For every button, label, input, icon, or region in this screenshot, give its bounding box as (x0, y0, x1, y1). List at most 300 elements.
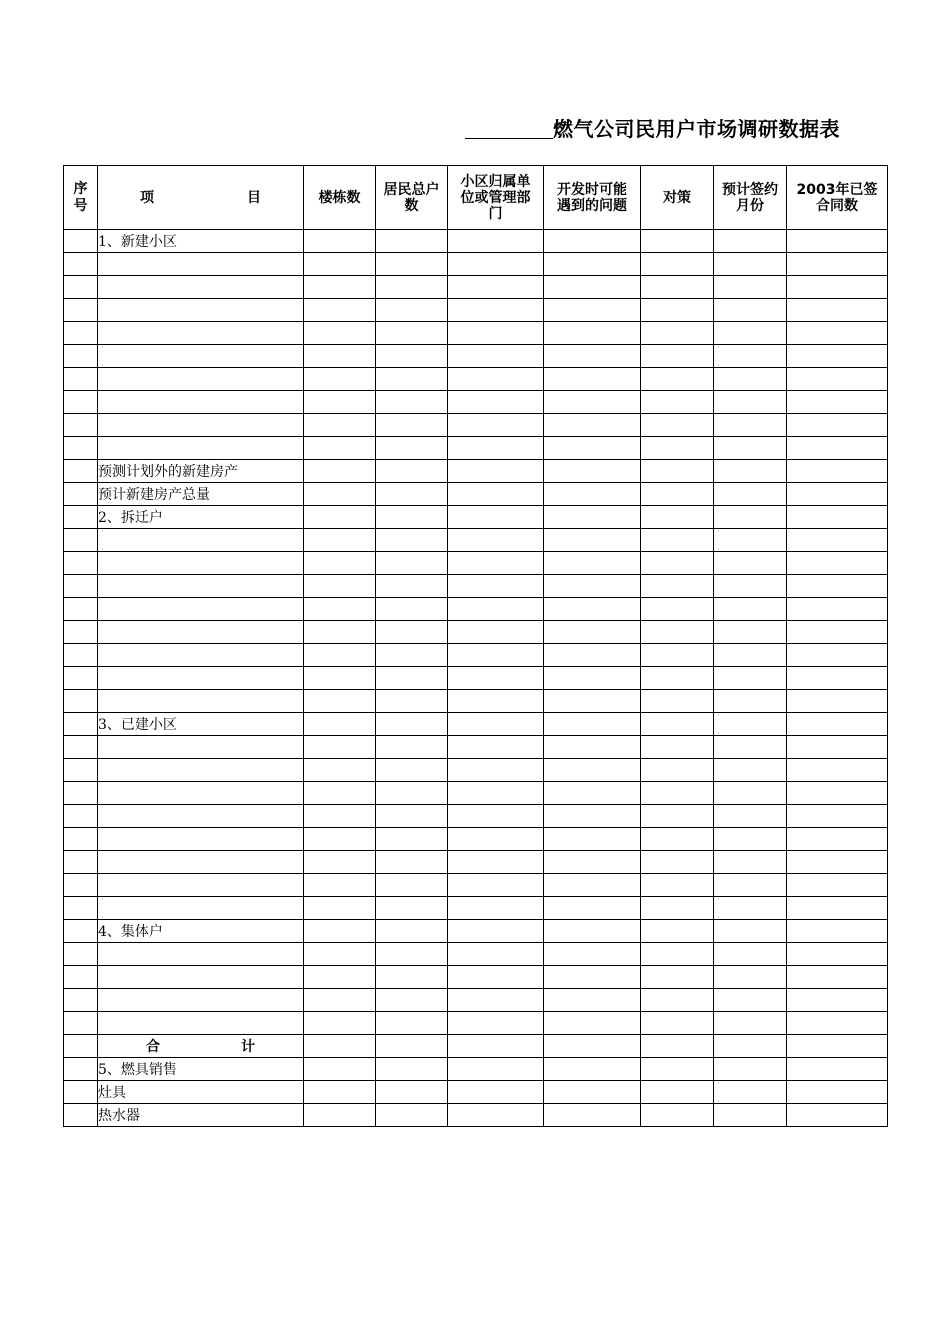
cell-contracts-2003[interactable] (787, 644, 888, 667)
cell-sign-month[interactable] (714, 460, 787, 483)
cell-households[interactable] (376, 276, 448, 299)
cell-problems[interactable] (544, 1081, 641, 1104)
cell-countermeasure[interactable] (641, 391, 714, 414)
cell-problems[interactable] (544, 805, 641, 828)
cell-contracts-2003[interactable] (787, 897, 888, 920)
cell-sign-month[interactable] (714, 253, 787, 276)
cell-item[interactable] (98, 529, 304, 552)
cell-buildings[interactable] (304, 759, 376, 782)
cell-management[interactable] (448, 621, 544, 644)
cell-sign-month[interactable] (714, 966, 787, 989)
cell-buildings[interactable] (304, 851, 376, 874)
cell-item[interactable] (98, 598, 304, 621)
cell-households[interactable] (376, 230, 448, 253)
cell-households[interactable] (376, 736, 448, 759)
cell-contracts-2003[interactable] (787, 920, 888, 943)
cell-problems[interactable] (544, 644, 641, 667)
cell-sign-month[interactable] (714, 920, 787, 943)
cell-countermeasure[interactable] (641, 1012, 714, 1035)
cell-item[interactable] (98, 368, 304, 391)
cell-management[interactable] (448, 782, 544, 805)
cell-seq[interactable] (64, 690, 98, 713)
cell-seq[interactable] (64, 1012, 98, 1035)
cell-countermeasure[interactable] (641, 1104, 714, 1127)
cell-problems[interactable] (544, 736, 641, 759)
cell-sign-month[interactable] (714, 782, 787, 805)
cell-buildings[interactable] (304, 621, 376, 644)
cell-buildings[interactable] (304, 368, 376, 391)
cell-sign-month[interactable] (714, 1058, 787, 1081)
cell-contracts-2003[interactable] (787, 276, 888, 299)
cell-contracts-2003[interactable] (787, 575, 888, 598)
cell-contracts-2003[interactable] (787, 667, 888, 690)
cell-management[interactable] (448, 575, 544, 598)
cell-households[interactable] (376, 690, 448, 713)
cell-item[interactable] (98, 943, 304, 966)
cell-sign-month[interactable] (714, 414, 787, 437)
cell-buildings[interactable] (304, 736, 376, 759)
cell-item[interactable] (98, 782, 304, 805)
cell-sign-month[interactable] (714, 621, 787, 644)
cell-buildings[interactable] (304, 690, 376, 713)
cell-item[interactable]: 2、拆迁户 (98, 506, 304, 529)
cell-households[interactable] (376, 621, 448, 644)
cell-countermeasure[interactable] (641, 805, 714, 828)
cell-problems[interactable] (544, 874, 641, 897)
cell-problems[interactable] (544, 828, 641, 851)
cell-contracts-2003[interactable] (787, 874, 888, 897)
cell-countermeasure[interactable] (641, 690, 714, 713)
cell-sign-month[interactable] (714, 230, 787, 253)
cell-sign-month[interactable] (714, 1012, 787, 1035)
cell-buildings[interactable] (304, 667, 376, 690)
cell-seq[interactable] (64, 598, 98, 621)
cell-households[interactable] (376, 897, 448, 920)
cell-countermeasure[interactable] (641, 460, 714, 483)
cell-seq[interactable] (64, 1081, 98, 1104)
cell-buildings[interactable] (304, 391, 376, 414)
cell-buildings[interactable] (304, 460, 376, 483)
cell-sign-month[interactable] (714, 529, 787, 552)
cell-contracts-2003[interactable] (787, 966, 888, 989)
cell-seq[interactable] (64, 506, 98, 529)
cell-buildings[interactable] (304, 943, 376, 966)
cell-item[interactable]: 1、新建小区 (98, 230, 304, 253)
cell-problems[interactable] (544, 552, 641, 575)
cell-countermeasure[interactable] (641, 966, 714, 989)
cell-seq[interactable] (64, 943, 98, 966)
cell-management[interactable] (448, 506, 544, 529)
cell-buildings[interactable] (304, 897, 376, 920)
cell-buildings[interactable] (304, 299, 376, 322)
cell-buildings[interactable] (304, 552, 376, 575)
cell-item[interactable] (98, 299, 304, 322)
cell-management[interactable] (448, 529, 544, 552)
cell-countermeasure[interactable] (641, 897, 714, 920)
cell-sign-month[interactable] (714, 874, 787, 897)
cell-management[interactable] (448, 1104, 544, 1127)
cell-problems[interactable] (544, 667, 641, 690)
cell-buildings[interactable] (304, 1104, 376, 1127)
cell-households[interactable] (376, 943, 448, 966)
cell-sign-month[interactable] (714, 644, 787, 667)
cell-management[interactable] (448, 690, 544, 713)
cell-item[interactable] (98, 621, 304, 644)
cell-households[interactable] (376, 989, 448, 1012)
cell-problems[interactable] (544, 575, 641, 598)
cell-contracts-2003[interactable] (787, 1104, 888, 1127)
cell-households[interactable] (376, 966, 448, 989)
cell-seq[interactable] (64, 230, 98, 253)
cell-item[interactable] (98, 391, 304, 414)
cell-item[interactable] (98, 805, 304, 828)
cell-sign-month[interactable] (714, 391, 787, 414)
cell-item[interactable] (98, 966, 304, 989)
cell-management[interactable] (448, 667, 544, 690)
cell-management[interactable] (448, 391, 544, 414)
cell-countermeasure[interactable] (641, 759, 714, 782)
cell-problems[interactable] (544, 322, 641, 345)
cell-problems[interactable] (544, 1012, 641, 1035)
cell-management[interactable] (448, 805, 544, 828)
cell-buildings[interactable] (304, 483, 376, 506)
cell-problems[interactable] (544, 782, 641, 805)
cell-households[interactable] (376, 713, 448, 736)
cell-problems[interactable] (544, 345, 641, 368)
cell-item[interactable] (98, 736, 304, 759)
cell-countermeasure[interactable] (641, 943, 714, 966)
cell-item[interactable]: 预测计划外的新建房产 (98, 460, 304, 483)
cell-management[interactable] (448, 483, 544, 506)
cell-seq[interactable] (64, 1058, 98, 1081)
cell-management[interactable] (448, 437, 544, 460)
cell-management[interactable] (448, 460, 544, 483)
cell-households[interactable] (376, 414, 448, 437)
cell-management[interactable] (448, 644, 544, 667)
cell-buildings[interactable] (304, 230, 376, 253)
cell-sign-month[interactable] (714, 736, 787, 759)
cell-contracts-2003[interactable] (787, 1081, 888, 1104)
cell-seq[interactable] (64, 874, 98, 897)
cell-sign-month[interactable] (714, 322, 787, 345)
cell-sign-month[interactable] (714, 368, 787, 391)
cell-households[interactable] (376, 1012, 448, 1035)
cell-seq[interactable] (64, 368, 98, 391)
cell-management[interactable] (448, 989, 544, 1012)
cell-buildings[interactable] (304, 345, 376, 368)
cell-item[interactable] (98, 1012, 304, 1035)
cell-problems[interactable] (544, 897, 641, 920)
cell-sign-month[interactable] (714, 552, 787, 575)
cell-item[interactable] (98, 575, 304, 598)
cell-item[interactable] (98, 759, 304, 782)
cell-contracts-2003[interactable] (787, 552, 888, 575)
cell-seq[interactable] (64, 736, 98, 759)
cell-households[interactable] (376, 1104, 448, 1127)
cell-contracts-2003[interactable] (787, 529, 888, 552)
cell-contracts-2003[interactable] (787, 736, 888, 759)
cell-management[interactable] (448, 253, 544, 276)
cell-contracts-2003[interactable] (787, 713, 888, 736)
cell-problems[interactable] (544, 506, 641, 529)
cell-countermeasure[interactable] (641, 621, 714, 644)
cell-sign-month[interactable] (714, 828, 787, 851)
cell-contracts-2003[interactable] (787, 483, 888, 506)
cell-sign-month[interactable] (714, 345, 787, 368)
cell-contracts-2003[interactable] (787, 943, 888, 966)
cell-countermeasure[interactable] (641, 874, 714, 897)
cell-buildings[interactable] (304, 322, 376, 345)
cell-sign-month[interactable] (714, 805, 787, 828)
cell-countermeasure[interactable] (641, 368, 714, 391)
cell-households[interactable] (376, 1081, 448, 1104)
cell-buildings[interactable] (304, 414, 376, 437)
cell-management[interactable] (448, 828, 544, 851)
cell-management[interactable] (448, 851, 544, 874)
cell-management[interactable] (448, 1035, 544, 1058)
cell-seq[interactable] (64, 920, 98, 943)
cell-item[interactable] (98, 322, 304, 345)
cell-seq[interactable] (64, 253, 98, 276)
cell-sign-month[interactable] (714, 897, 787, 920)
cell-management[interactable] (448, 874, 544, 897)
cell-sign-month[interactable] (714, 851, 787, 874)
cell-management[interactable] (448, 345, 544, 368)
cell-households[interactable] (376, 575, 448, 598)
cell-buildings[interactable] (304, 713, 376, 736)
cell-countermeasure[interactable] (641, 1058, 714, 1081)
cell-seq[interactable] (64, 989, 98, 1012)
cell-buildings[interactable] (304, 644, 376, 667)
cell-buildings[interactable] (304, 1012, 376, 1035)
cell-contracts-2003[interactable] (787, 1058, 888, 1081)
cell-management[interactable] (448, 1012, 544, 1035)
cell-buildings[interactable] (304, 828, 376, 851)
cell-management[interactable] (448, 414, 544, 437)
cell-sign-month[interactable] (714, 1081, 787, 1104)
cell-contracts-2003[interactable] (787, 782, 888, 805)
cell-households[interactable] (376, 1035, 448, 1058)
cell-management[interactable] (448, 552, 544, 575)
cell-buildings[interactable] (304, 920, 376, 943)
cell-households[interactable] (376, 828, 448, 851)
cell-item[interactable] (98, 897, 304, 920)
cell-seq[interactable] (64, 851, 98, 874)
cell-seq[interactable] (64, 414, 98, 437)
cell-countermeasure[interactable] (641, 920, 714, 943)
cell-management[interactable] (448, 598, 544, 621)
cell-buildings[interactable] (304, 276, 376, 299)
cell-item[interactable]: 4、集体户 (98, 920, 304, 943)
cell-contracts-2003[interactable] (787, 621, 888, 644)
cell-households[interactable] (376, 391, 448, 414)
cell-households[interactable] (376, 483, 448, 506)
cell-seq[interactable] (64, 391, 98, 414)
cell-sign-month[interactable] (714, 483, 787, 506)
cell-countermeasure[interactable] (641, 667, 714, 690)
cell-problems[interactable] (544, 1058, 641, 1081)
cell-management[interactable] (448, 1058, 544, 1081)
cell-buildings[interactable] (304, 782, 376, 805)
cell-countermeasure[interactable] (641, 1081, 714, 1104)
cell-problems[interactable] (544, 276, 641, 299)
cell-countermeasure[interactable] (641, 851, 714, 874)
cell-countermeasure[interactable] (641, 828, 714, 851)
cell-sign-month[interactable] (714, 506, 787, 529)
cell-sign-month[interactable] (714, 276, 787, 299)
cell-problems[interactable] (544, 460, 641, 483)
cell-problems[interactable] (544, 437, 641, 460)
cell-households[interactable] (376, 368, 448, 391)
cell-countermeasure[interactable] (641, 713, 714, 736)
cell-item[interactable]: 3、已建小区 (98, 713, 304, 736)
cell-problems[interactable] (544, 529, 641, 552)
cell-buildings[interactable] (304, 1081, 376, 1104)
cell-item[interactable] (98, 437, 304, 460)
cell-households[interactable] (376, 529, 448, 552)
cell-sign-month[interactable] (714, 989, 787, 1012)
cell-problems[interactable] (544, 920, 641, 943)
cell-contracts-2003[interactable] (787, 322, 888, 345)
cell-item[interactable] (98, 276, 304, 299)
cell-contracts-2003[interactable] (787, 460, 888, 483)
cell-sign-month[interactable] (714, 598, 787, 621)
cell-contracts-2003[interactable] (787, 506, 888, 529)
cell-seq[interactable] (64, 782, 98, 805)
cell-problems[interactable] (544, 690, 641, 713)
cell-seq[interactable] (64, 575, 98, 598)
cell-buildings[interactable] (304, 989, 376, 1012)
cell-problems[interactable] (544, 713, 641, 736)
cell-problems[interactable] (544, 414, 641, 437)
cell-seq[interactable] (64, 276, 98, 299)
cell-contracts-2003[interactable] (787, 1035, 888, 1058)
cell-countermeasure[interactable] (641, 322, 714, 345)
company-name-blank[interactable] (465, 116, 553, 139)
cell-buildings[interactable] (304, 874, 376, 897)
cell-contracts-2003[interactable] (787, 414, 888, 437)
cell-countermeasure[interactable] (641, 345, 714, 368)
cell-seq[interactable] (64, 897, 98, 920)
cell-seq[interactable] (64, 460, 98, 483)
cell-sign-month[interactable] (714, 713, 787, 736)
cell-households[interactable] (376, 322, 448, 345)
cell-households[interactable] (376, 460, 448, 483)
cell-households[interactable] (376, 920, 448, 943)
cell-households[interactable] (376, 506, 448, 529)
cell-problems[interactable] (544, 253, 641, 276)
cell-countermeasure[interactable] (641, 299, 714, 322)
cell-sign-month[interactable] (714, 1104, 787, 1127)
cell-item[interactable] (98, 874, 304, 897)
cell-item[interactable] (98, 989, 304, 1012)
cell-seq[interactable] (64, 437, 98, 460)
cell-management[interactable] (448, 368, 544, 391)
cell-item[interactable]: 热水器 (98, 1104, 304, 1127)
cell-problems[interactable] (544, 483, 641, 506)
cell-sign-month[interactable] (714, 575, 787, 598)
cell-contracts-2003[interactable] (787, 598, 888, 621)
cell-seq[interactable] (64, 1035, 98, 1058)
cell-countermeasure[interactable] (641, 253, 714, 276)
cell-sign-month[interactable] (714, 667, 787, 690)
cell-problems[interactable] (544, 989, 641, 1012)
cell-countermeasure[interactable] (641, 529, 714, 552)
cell-buildings[interactable] (304, 598, 376, 621)
cell-contracts-2003[interactable] (787, 1012, 888, 1035)
cell-households[interactable] (376, 437, 448, 460)
cell-households[interactable] (376, 299, 448, 322)
cell-contracts-2003[interactable] (787, 230, 888, 253)
cell-sign-month[interactable] (714, 437, 787, 460)
cell-sign-month[interactable] (714, 1035, 787, 1058)
cell-problems[interactable] (544, 1035, 641, 1058)
cell-item[interactable] (98, 851, 304, 874)
cell-contracts-2003[interactable] (787, 437, 888, 460)
cell-seq[interactable] (64, 621, 98, 644)
cell-seq[interactable] (64, 345, 98, 368)
cell-countermeasure[interactable] (641, 1035, 714, 1058)
cell-countermeasure[interactable] (641, 230, 714, 253)
cell-sign-month[interactable] (714, 759, 787, 782)
cell-households[interactable] (376, 874, 448, 897)
cell-management[interactable] (448, 276, 544, 299)
cell-households[interactable] (376, 552, 448, 575)
cell-countermeasure[interactable] (641, 989, 714, 1012)
cell-seq[interactable] (64, 483, 98, 506)
cell-households[interactable] (376, 851, 448, 874)
cell-item[interactable] (98, 345, 304, 368)
cell-buildings[interactable] (304, 529, 376, 552)
cell-contracts-2003[interactable] (787, 253, 888, 276)
cell-seq[interactable] (64, 966, 98, 989)
cell-households[interactable] (376, 598, 448, 621)
cell-households[interactable] (376, 644, 448, 667)
cell-management[interactable] (448, 920, 544, 943)
cell-countermeasure[interactable] (641, 506, 714, 529)
cell-management[interactable] (448, 759, 544, 782)
cell-item[interactable] (98, 644, 304, 667)
cell-problems[interactable] (544, 1104, 641, 1127)
cell-management[interactable] (448, 230, 544, 253)
cell-countermeasure[interactable] (641, 736, 714, 759)
cell-households[interactable] (376, 1058, 448, 1081)
cell-management[interactable] (448, 299, 544, 322)
cell-item[interactable] (98, 552, 304, 575)
cell-contracts-2003[interactable] (787, 828, 888, 851)
cell-problems[interactable] (544, 368, 641, 391)
cell-item[interactable]: 预计新建房产总量 (98, 483, 304, 506)
cell-countermeasure[interactable] (641, 414, 714, 437)
cell-buildings[interactable] (304, 253, 376, 276)
cell-households[interactable] (376, 667, 448, 690)
cell-problems[interactable] (544, 759, 641, 782)
cell-buildings[interactable] (304, 575, 376, 598)
cell-contracts-2003[interactable] (787, 391, 888, 414)
cell-seq[interactable] (64, 322, 98, 345)
cell-sign-month[interactable] (714, 943, 787, 966)
cell-seq[interactable] (64, 759, 98, 782)
cell-buildings[interactable] (304, 437, 376, 460)
cell-contracts-2003[interactable] (787, 345, 888, 368)
cell-seq[interactable] (64, 529, 98, 552)
cell-buildings[interactable] (304, 506, 376, 529)
cell-item[interactable] (98, 828, 304, 851)
cell-seq[interactable] (64, 1104, 98, 1127)
cell-item[interactable] (98, 667, 304, 690)
cell-countermeasure[interactable] (641, 437, 714, 460)
cell-problems[interactable] (544, 299, 641, 322)
